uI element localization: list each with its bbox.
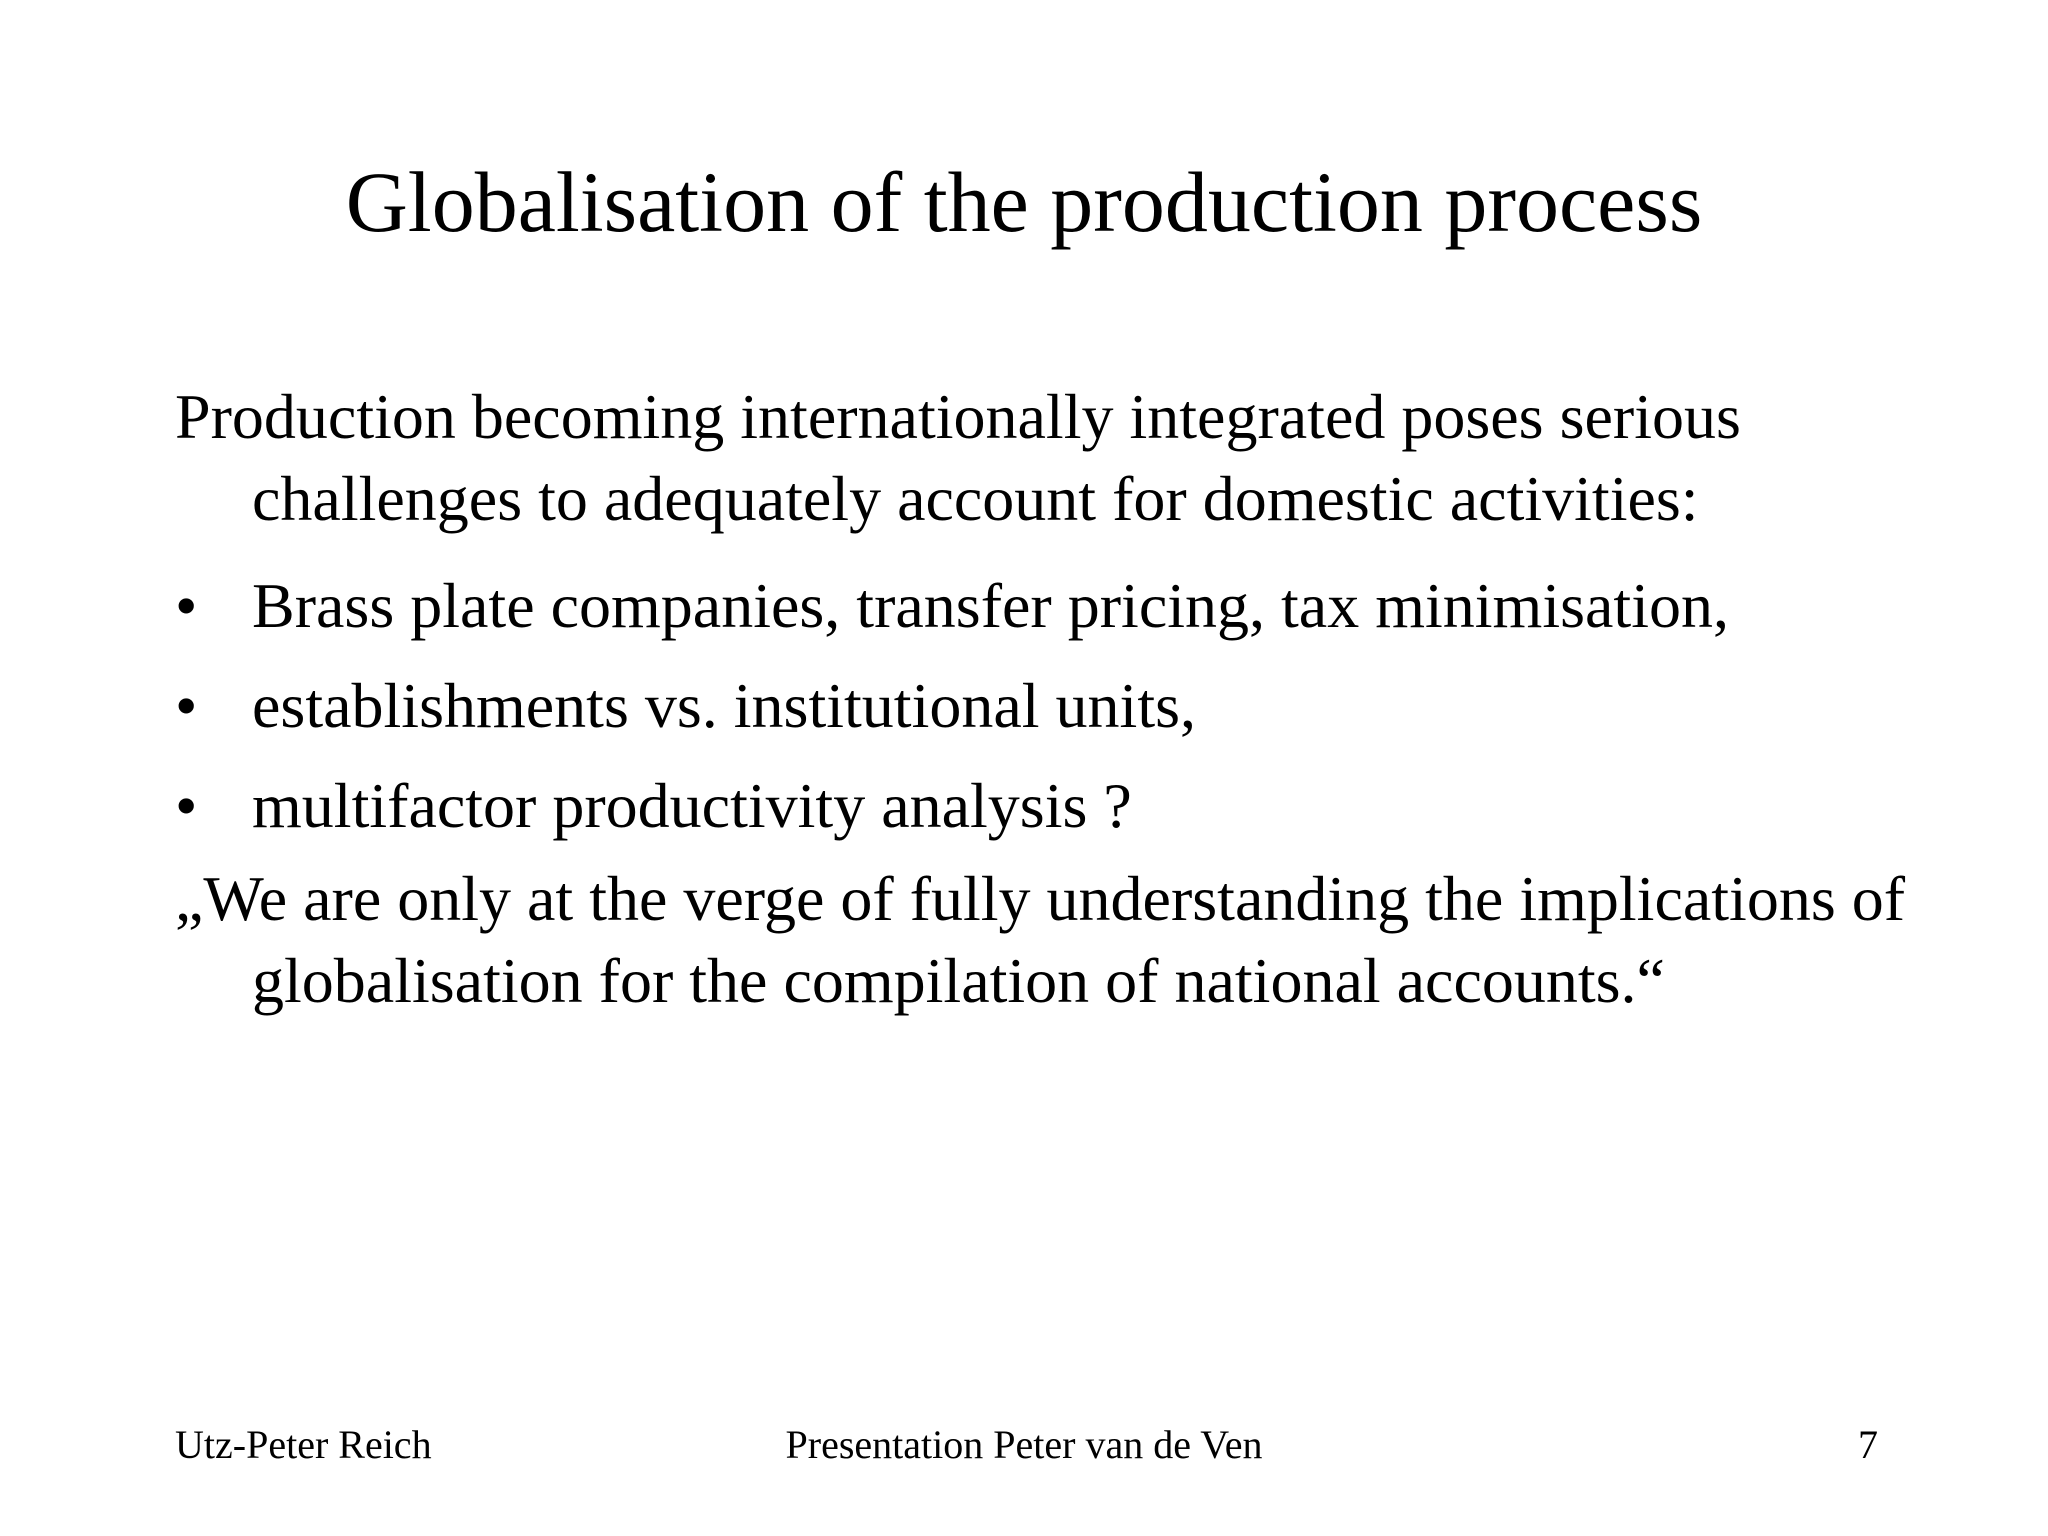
page-number: 7 (1858, 1422, 1878, 1467)
quote-paragraph: „We are only at the verge of fully understanding the implications of globalisation for the compilation of national accounts.“ (175, 863, 1906, 1016)
bullet-text: Brass plate companies, transfer pricing, tax minimisation, (252, 570, 1729, 641)
bullet-text: establishments vs. institutional units, (252, 670, 1196, 741)
bullet-text: multifactor productivity analysis ? (252, 770, 1132, 841)
bullet-item (175, 756, 1935, 856)
bullet-list (175, 556, 1935, 856)
slide-title: Globalisation of the production process (345, 154, 1703, 250)
bullet-item (175, 656, 1935, 756)
bullet-icon: • (175, 570, 198, 641)
bullet-icon: • (175, 670, 198, 741)
intro-paragraph: Production becoming internationally integrated poses serious challenges to adequately account for domestic activities: (175, 381, 1741, 534)
bullet-icon: • (175, 770, 198, 841)
footer-presentation: Presentation Peter van de Ven (785, 1422, 1263, 1467)
footer-author: Utz-Peter Reich (175, 1422, 432, 1467)
bullet-item (175, 556, 1935, 656)
